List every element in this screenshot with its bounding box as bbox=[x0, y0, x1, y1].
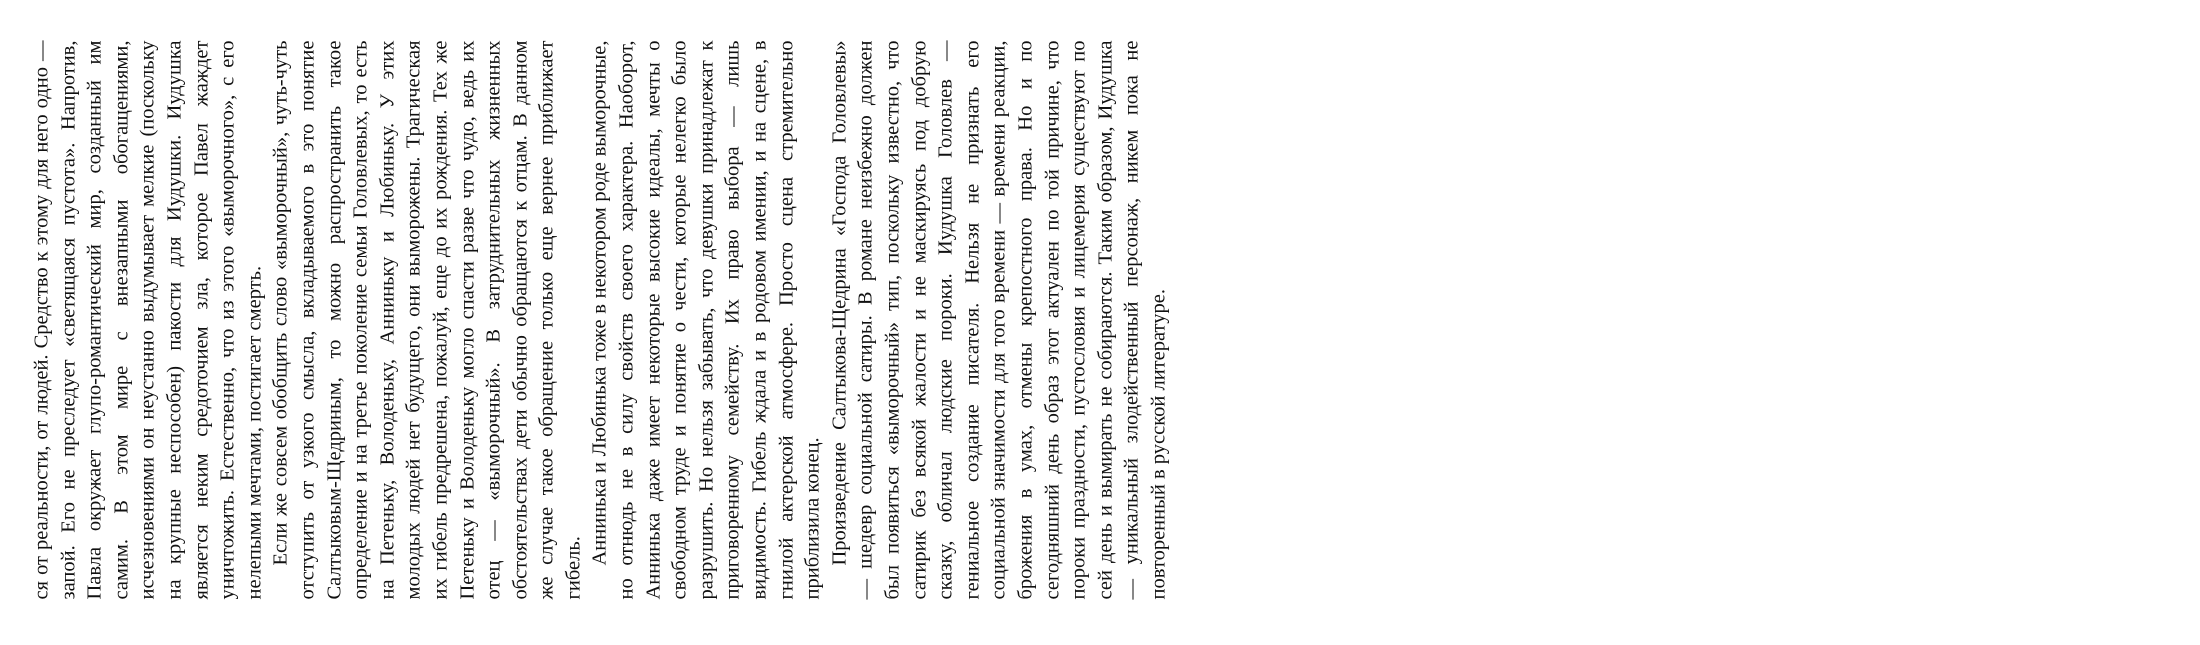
paragraph-2: Если же совсем обобщить слово «выморочный», чуть-чуть отступить от узкого смысла, вкладываемого в это понятие Салтыковым-Щедриным, то можно распространить такое определение и на третье поколение семьи Головлевых, то есть на Петеньку, Володеньку, Анниньку и Любиньку. У этих молодых людей нет будущего, они выморожены. Трагическая их гибель предрешена, пожалуй, еще до их рождения. Тех же Петеньку и Володеньку могло спасти разве что чудо, ведь их отец — «выморочный». В затруднительных жизненных обстоятельствах дети обычно обращаются к отцам. В данном же случае такое обращение только еще вернее приближает гибель. bbox=[269, 40, 584, 599]
paragraph-3: Аннинька и Любинька тоже в некотором роде выморочные, но отнюдь не в силу свойств своего характера. Наоборот, Аннинька даже имеет некоторые высокие идеалы, мечты о свободном труде и понятие о чести, которые нелегко было разрушить. Но нельзя забывать, что девушки принадлежат к приговоренному семейству. Их право выбора — лишь видимость. Гибель ждала и в родовом имении, и на сцене, в гнилой актерской атмосфере. Просто сцена стремительно приблизила конец. bbox=[588, 40, 824, 599]
paragraph-1: ся от реальности, от людей. Средство к этому для него одно — запой. Его не преследует «светящаяся пустота». Напротив, Павла окружает глупо-романтический мир, созданный им самим. В этом мире с внезапными обогащениями, исчезновениями он неустанно выдумывает мелкие (поскольку на крупные неспособен) пакости для Иудушки. Иудушка является неким средоточием зла, которое Павел жаждет уничтожить. Естественно, что из этого «выморочного», с его нелепыми мечтами, постигает смерть. bbox=[30, 40, 265, 599]
paragraph-4: Произведение Салтыкова-Щедрина «Господа Головлевы» — шедевр социальной сатиры. В романе неизбежно должен был появиться «выморочный» тип, поскольку известно, что сатирик без всякой жалости и не маскируясь под добрую сказку, обличал людские пороки. Иудушка Головлев — гениальное создание писателя. Нельзя не признать его социальной значимости для того времени — времени реакции, брожения в умах, отмены крепостного права. Но и по сегодняшний день образ этот актуален по той причине, что пороки праздности, пустословия и лицемерия существуют по сей день и вымирать не собираются. Таким образом, Иудушка — уникальный злодейственный персонаж, никем пока не повторенный в русской литературе. bbox=[827, 40, 1169, 599]
